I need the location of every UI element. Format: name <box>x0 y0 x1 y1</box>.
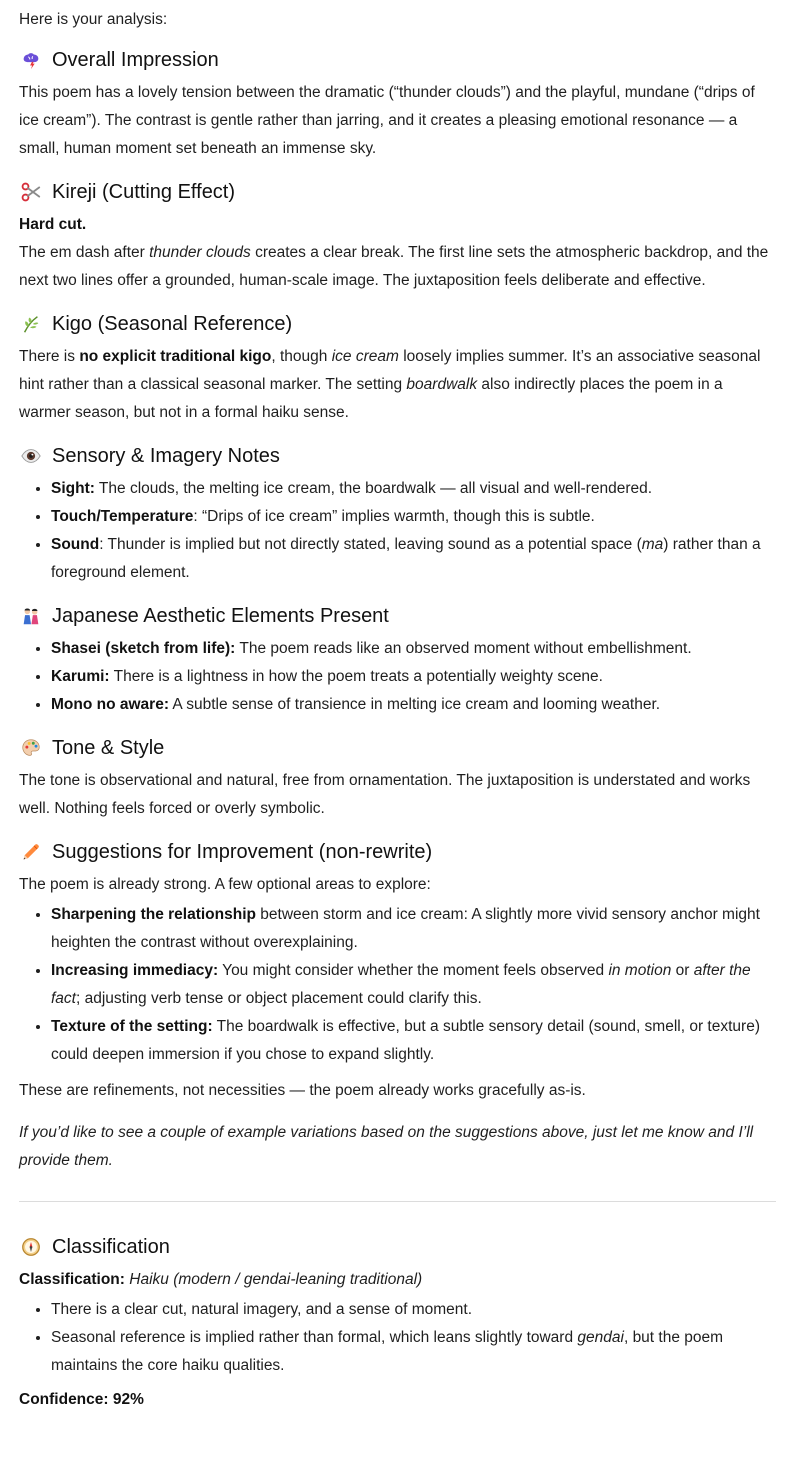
offer-text: If you’d like to see a couple of example variations based on the suggestions above, just let me know and I’ll provide them. <box>19 1124 754 1169</box>
compass-icon <box>19 1235 43 1259</box>
list-item: • Increasing immediacy: You might consider whether the moment feels observed in motion or after the fact; adjusting verb tense or object placement could clarify this. <box>51 957 776 1013</box>
section-tone <box>19 733 776 823</box>
section-title: Overall Impression <box>19 45 776 75</box>
list-item: • Sight: The clouds, the melting ice cream, the boardwalk — all visual and well-rendered. <box>51 475 776 503</box>
pencil-icon <box>19 840 43 864</box>
intro-text: Here is your analysis: <box>19 11 168 28</box>
section-title: Japanese Aesthetic Elements Present <box>19 601 776 631</box>
section-lead: Hard cut. <box>19 216 87 233</box>
brain-icon <box>19 48 43 72</box>
section-body: The em dash after thunder clouds creates a clear break. The first line sets the atmospheric backdrop, and the next two lines offer a grounded, human-scale image. The juxtaposition feels deliberate and effective. <box>19 244 769 289</box>
list-item: • Touch/Temperature: “Drips of ice cream” implies warmth, though this is subtle. <box>51 503 776 531</box>
section-title: Kireji (Cutting Effect) <box>19 177 776 207</box>
list-item: • Texture of the setting: The boardwalk is effective, but a subtle sensory detail (sound, smell, or texture) could deepen immersion if you chose to expand slightly. <box>51 1013 776 1069</box>
section-classification <box>19 1232 776 1414</box>
closing-text: These are refinements, not necessities — the poem already works gracefully as-is. <box>19 1082 586 1099</box>
herb-icon <box>19 312 43 336</box>
section-body: This poem has a lovely tension between the dramatic (“thunder clouds”) and the playful, mundane (“drips of ice cream”). The contrast is gentle rather than jarring, and it creates a pleasing emotional resonance — a small, human moment set beneath an immense sky. <box>19 84 755 157</box>
dolls-icon <box>19 604 43 628</box>
list-item: • Sound: Thunder is implied but not directly stated, leaving sound as a potential space (ma) rather than a foreground element. <box>51 531 776 587</box>
list-item: • There is a clear cut, natural imagery, and a sense of moment. <box>51 1296 776 1324</box>
divider <box>19 1201 776 1202</box>
list-item: • Shasei (sketch from life): The poem reads like an observed moment without embellishment. <box>51 635 776 663</box>
eye-icon <box>19 444 43 468</box>
section-kireji <box>19 177 776 295</box>
list-item: • Karumi: There is a lightness in how the poem treats a potentially weighty scene. <box>51 663 776 691</box>
section-sensory <box>19 441 776 587</box>
section-lead: The poem is already strong. A few optional areas to explore: <box>19 876 431 893</box>
section-title: Suggestions for Improvement (non-rewrite) <box>19 837 776 867</box>
section-kigo <box>19 309 776 427</box>
section-title: Kigo (Seasonal Reference) <box>19 309 776 339</box>
section-title: Sensory & Imagery Notes <box>19 441 776 471</box>
sensory-list <box>19 475 776 587</box>
section-body: There is no explicit traditional kigo, though ice cream loosely implies summer. It’s an associative seasonal hint rather than a classical seasonal marker. The setting boardwalk also indirectly places the poem in a warmer season, but not in a formal haiku sense. <box>19 348 761 421</box>
classification-line: Classification: Haiku (modern / gendai-leaning traditional) <box>19 1271 423 1288</box>
section-aesthetic <box>19 601 776 719</box>
section-overall <box>19 45 776 163</box>
list-item: • Seasonal reference is implied rather than formal, which leans slightly toward gendai, but the poem maintains the core haiku qualities. <box>51 1324 776 1380</box>
section-body: The tone is observational and natural, free from ornamentation. The juxtaposition is understated and works well. Nothing feels forced or overly symbolic. <box>19 772 751 817</box>
confidence-line: Confidence: 92% <box>19 1391 144 1408</box>
section-title: Classification <box>19 1232 776 1262</box>
list-item: • Mono no aware: A subtle sense of transience in melting ice cream and looming weather. <box>51 691 776 719</box>
section-suggestions <box>19 837 776 1175</box>
scissors-icon <box>19 180 43 204</box>
section-title: Tone & Style <box>19 733 776 763</box>
aesthetic-list <box>19 635 776 719</box>
suggestions-list <box>19 901 776 1069</box>
list-item: • Sharpening the relationship between storm and ice cream: A slightly more vivid sensory anchor might heighten the contrast without overexplaining. <box>51 901 776 957</box>
classification-list <box>19 1296 776 1380</box>
palette-icon <box>19 736 43 760</box>
